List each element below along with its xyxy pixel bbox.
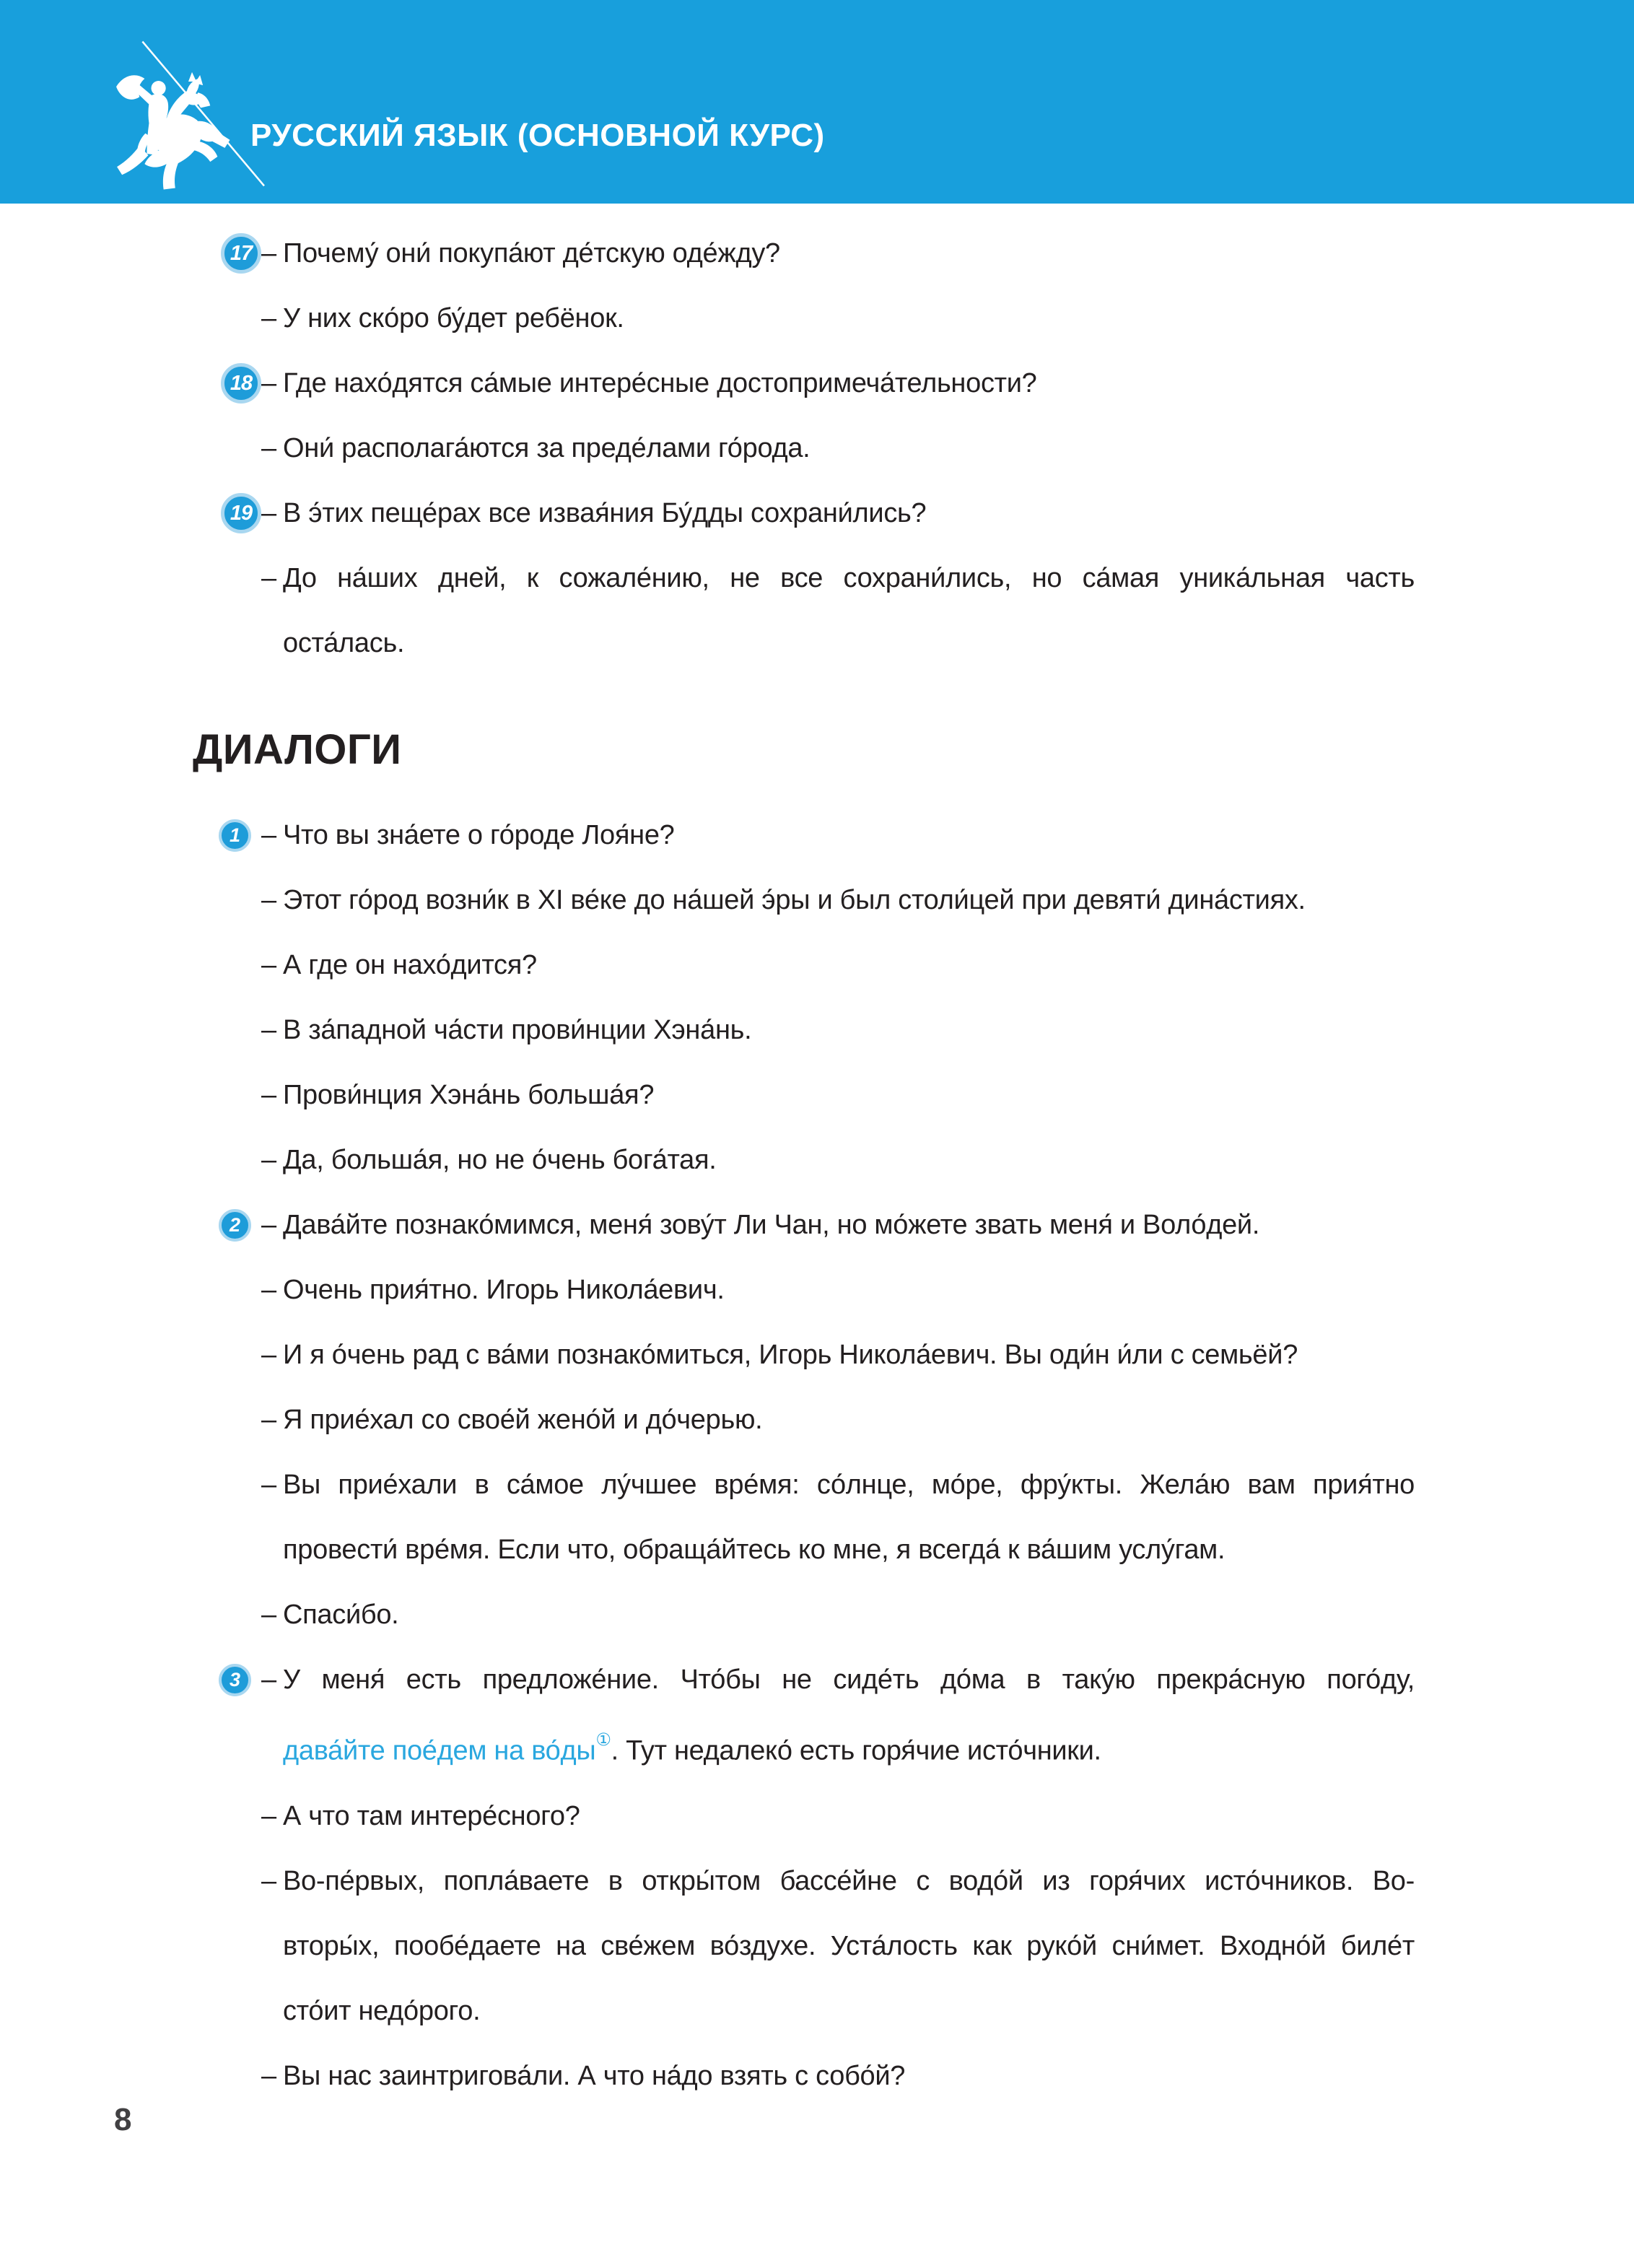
text-line [261, 1452, 1415, 1517]
dialogue-dash: – [261, 1080, 276, 1110]
header-band [0, 0, 1634, 204]
text-line [283, 611, 1415, 676]
text-line [261, 803, 1415, 868]
dialogues-section [0, 803, 1634, 2108]
text-line [261, 1192, 1415, 1257]
text-line [261, 1322, 1415, 1387]
text-line [261, 351, 1415, 416]
text-line [261, 2044, 1415, 2108]
text-segment: сто́ит недо́рого. [283, 1995, 481, 2026]
section-heading: ДИАЛОГИ [193, 726, 402, 773]
text-line [261, 1582, 1415, 1647]
text-line [261, 1647, 1415, 1712]
text-line [261, 1063, 1415, 1128]
text-segment: вторы́х, пообе́даете на све́жем во́здухе. Уста́лость как руко́й сни́мет. Входно́й биле́т [283, 1930, 1415, 1961]
qa-item [230, 351, 1415, 481]
text-segment: Они́ располага́ются за преде́лами го́рода. [283, 433, 811, 463]
dialogue-dash: – [261, 2060, 276, 2091]
dialogue-dash: – [261, 1145, 276, 1175]
text-segment: А где он нахо́дится? [283, 950, 537, 980]
text-segment: И я о́чень рад с ва́ми познако́миться, Игорь Никола́евич. Вы оди́н и́ли с семьёй? [283, 1340, 1298, 1370]
dialogue-dash: – [261, 1865, 276, 1896]
number-badge: 1 [219, 819, 251, 852]
dialogue-dash: – [261, 950, 276, 980]
qa-item [230, 221, 1415, 351]
text-segment: У меня́ есть предложе́ние. Что́бы не сиде́ть до́ма в таку́ю прекра́сную пого́ду, [283, 1665, 1415, 1695]
text-segment: В э́тих пеще́рах все извая́ния Бу́дды сохрани́лись? [283, 498, 927, 528]
dialogue-dash: – [261, 238, 276, 269]
text-segment: Этот го́род возни́к в XI ве́ке до на́шей э́ры и был столи́цей при девяти́ дина́стиях. [283, 885, 1306, 915]
text-segment: Вы нас заинтригова́ли. А что на́до взять с собо́й? [283, 2060, 906, 2091]
text-segment: Во-пе́рвых, попла́ваете в откры́том бассе́йне с водо́й из горя́чих исто́чников. Во- [283, 1865, 1415, 1896]
text-segment: Где нахо́дятся са́мые интере́сные достопримеча́тельности? [283, 368, 1037, 398]
text-segment: В за́падной ча́сти прови́нции Хэна́нь. [283, 1015, 752, 1045]
text-segment: Что вы зна́ете о го́роде Лоя́не? [283, 820, 675, 850]
text-line [261, 416, 1415, 481]
dialogue-dash: – [261, 885, 276, 915]
text-line [261, 546, 1415, 611]
number-badge: 3 [219, 1664, 251, 1696]
text-segment: провести́ вре́мя. Если что, обраща́йтесь ко мне, я всегда́ к ва́шим услу́гам. [283, 1535, 1226, 1565]
text-segment: Дава́йте познако́мимся, меня́ зову́т Ли Чан, но мо́жете звать меня́ и Воло́дей. [283, 1210, 1260, 1240]
text-line [261, 933, 1415, 998]
text-segment: оста́лась. [283, 628, 405, 658]
text-line [283, 1517, 1415, 1582]
text-segment: Почему́ они́ покупа́ют де́тскую оде́жду? [283, 238, 780, 269]
text-segment: Очень прия́тно. Игорь Никола́евич. [283, 1275, 725, 1305]
text-segment: Вы прие́хали в са́мое лу́чшее вре́мя: со́лнце, мо́ре, фру́кты. Жела́ю вам прия́тно [283, 1470, 1415, 1500]
dialogue-dash: – [261, 820, 276, 850]
qa-item [230, 481, 1415, 676]
text-line [261, 1784, 1415, 1849]
header-title: РУССКИЙ ЯЗЫК (ОСНОВНОЙ КУРС) [250, 118, 825, 153]
text-line [283, 1712, 1415, 1784]
page-number: 8 [114, 2102, 132, 2137]
footnote-link: дава́йте пое́дем на во́ды [283, 1735, 596, 1766]
text-segment: Прови́нция Хэна́нь больша́я? [283, 1080, 655, 1110]
text-segment: Спаси́бо. [283, 1600, 399, 1630]
dialogue-dash: – [261, 1015, 276, 1045]
footnote-marker: ① [595, 1730, 611, 1750]
page-content [0, 204, 1634, 2108]
qa-section [0, 221, 1634, 676]
text-segment: . Тут недалеко́ есть горя́чие исто́чники. [611, 1735, 1101, 1766]
dialogue-dash: – [261, 1800, 276, 1831]
text-segment: Я прие́хал со свое́й жено́й и до́черью. [283, 1405, 763, 1435]
text-segment: До на́ших дней, к сожале́нию, не все сохрани́лись, но са́мая уника́льная часть [283, 563, 1415, 593]
dialogue-dash: – [261, 1470, 276, 1500]
horseman-logo-icon [113, 29, 266, 202]
text-line [261, 221, 1415, 286]
text-segment: А что там интере́сного? [283, 1800, 580, 1831]
dialogue [229, 803, 1415, 1192]
text-line [261, 1128, 1415, 1192]
text-line [261, 1849, 1415, 1914]
text-segment: Да, больша́я, но не о́чень бога́тая. [283, 1145, 717, 1175]
text-line [261, 1387, 1415, 1452]
text-line [283, 1914, 1415, 1979]
text-segment: У них ско́ро бу́дет ребёнок. [283, 303, 624, 333]
number-badge: 19 [221, 493, 261, 533]
dialogue-dash: – [261, 1340, 276, 1370]
text-line [283, 1979, 1415, 2044]
dialogue [229, 1647, 1415, 2108]
dialogue-dash: – [261, 303, 276, 333]
dialogue-dash: – [261, 563, 276, 593]
text-line [261, 998, 1415, 1063]
dialogue [229, 1192, 1415, 1647]
dialogue-dash: – [261, 498, 276, 528]
number-badge: 17 [221, 233, 261, 274]
text-line [261, 868, 1415, 933]
dialogue-dash: – [261, 433, 276, 463]
dialogue-dash: – [261, 1210, 276, 1240]
dialogue-dash: – [261, 1665, 276, 1695]
text-line [261, 286, 1415, 351]
dialogue-dash: – [261, 1275, 276, 1305]
text-line [261, 481, 1415, 546]
dialogue-dash: – [261, 1405, 276, 1435]
text-line [261, 1257, 1415, 1322]
number-badge: 2 [219, 1209, 251, 1242]
dialogue-dash: – [261, 1600, 276, 1630]
number-badge: 18 [221, 363, 261, 404]
dialogue-dash: – [261, 368, 276, 398]
